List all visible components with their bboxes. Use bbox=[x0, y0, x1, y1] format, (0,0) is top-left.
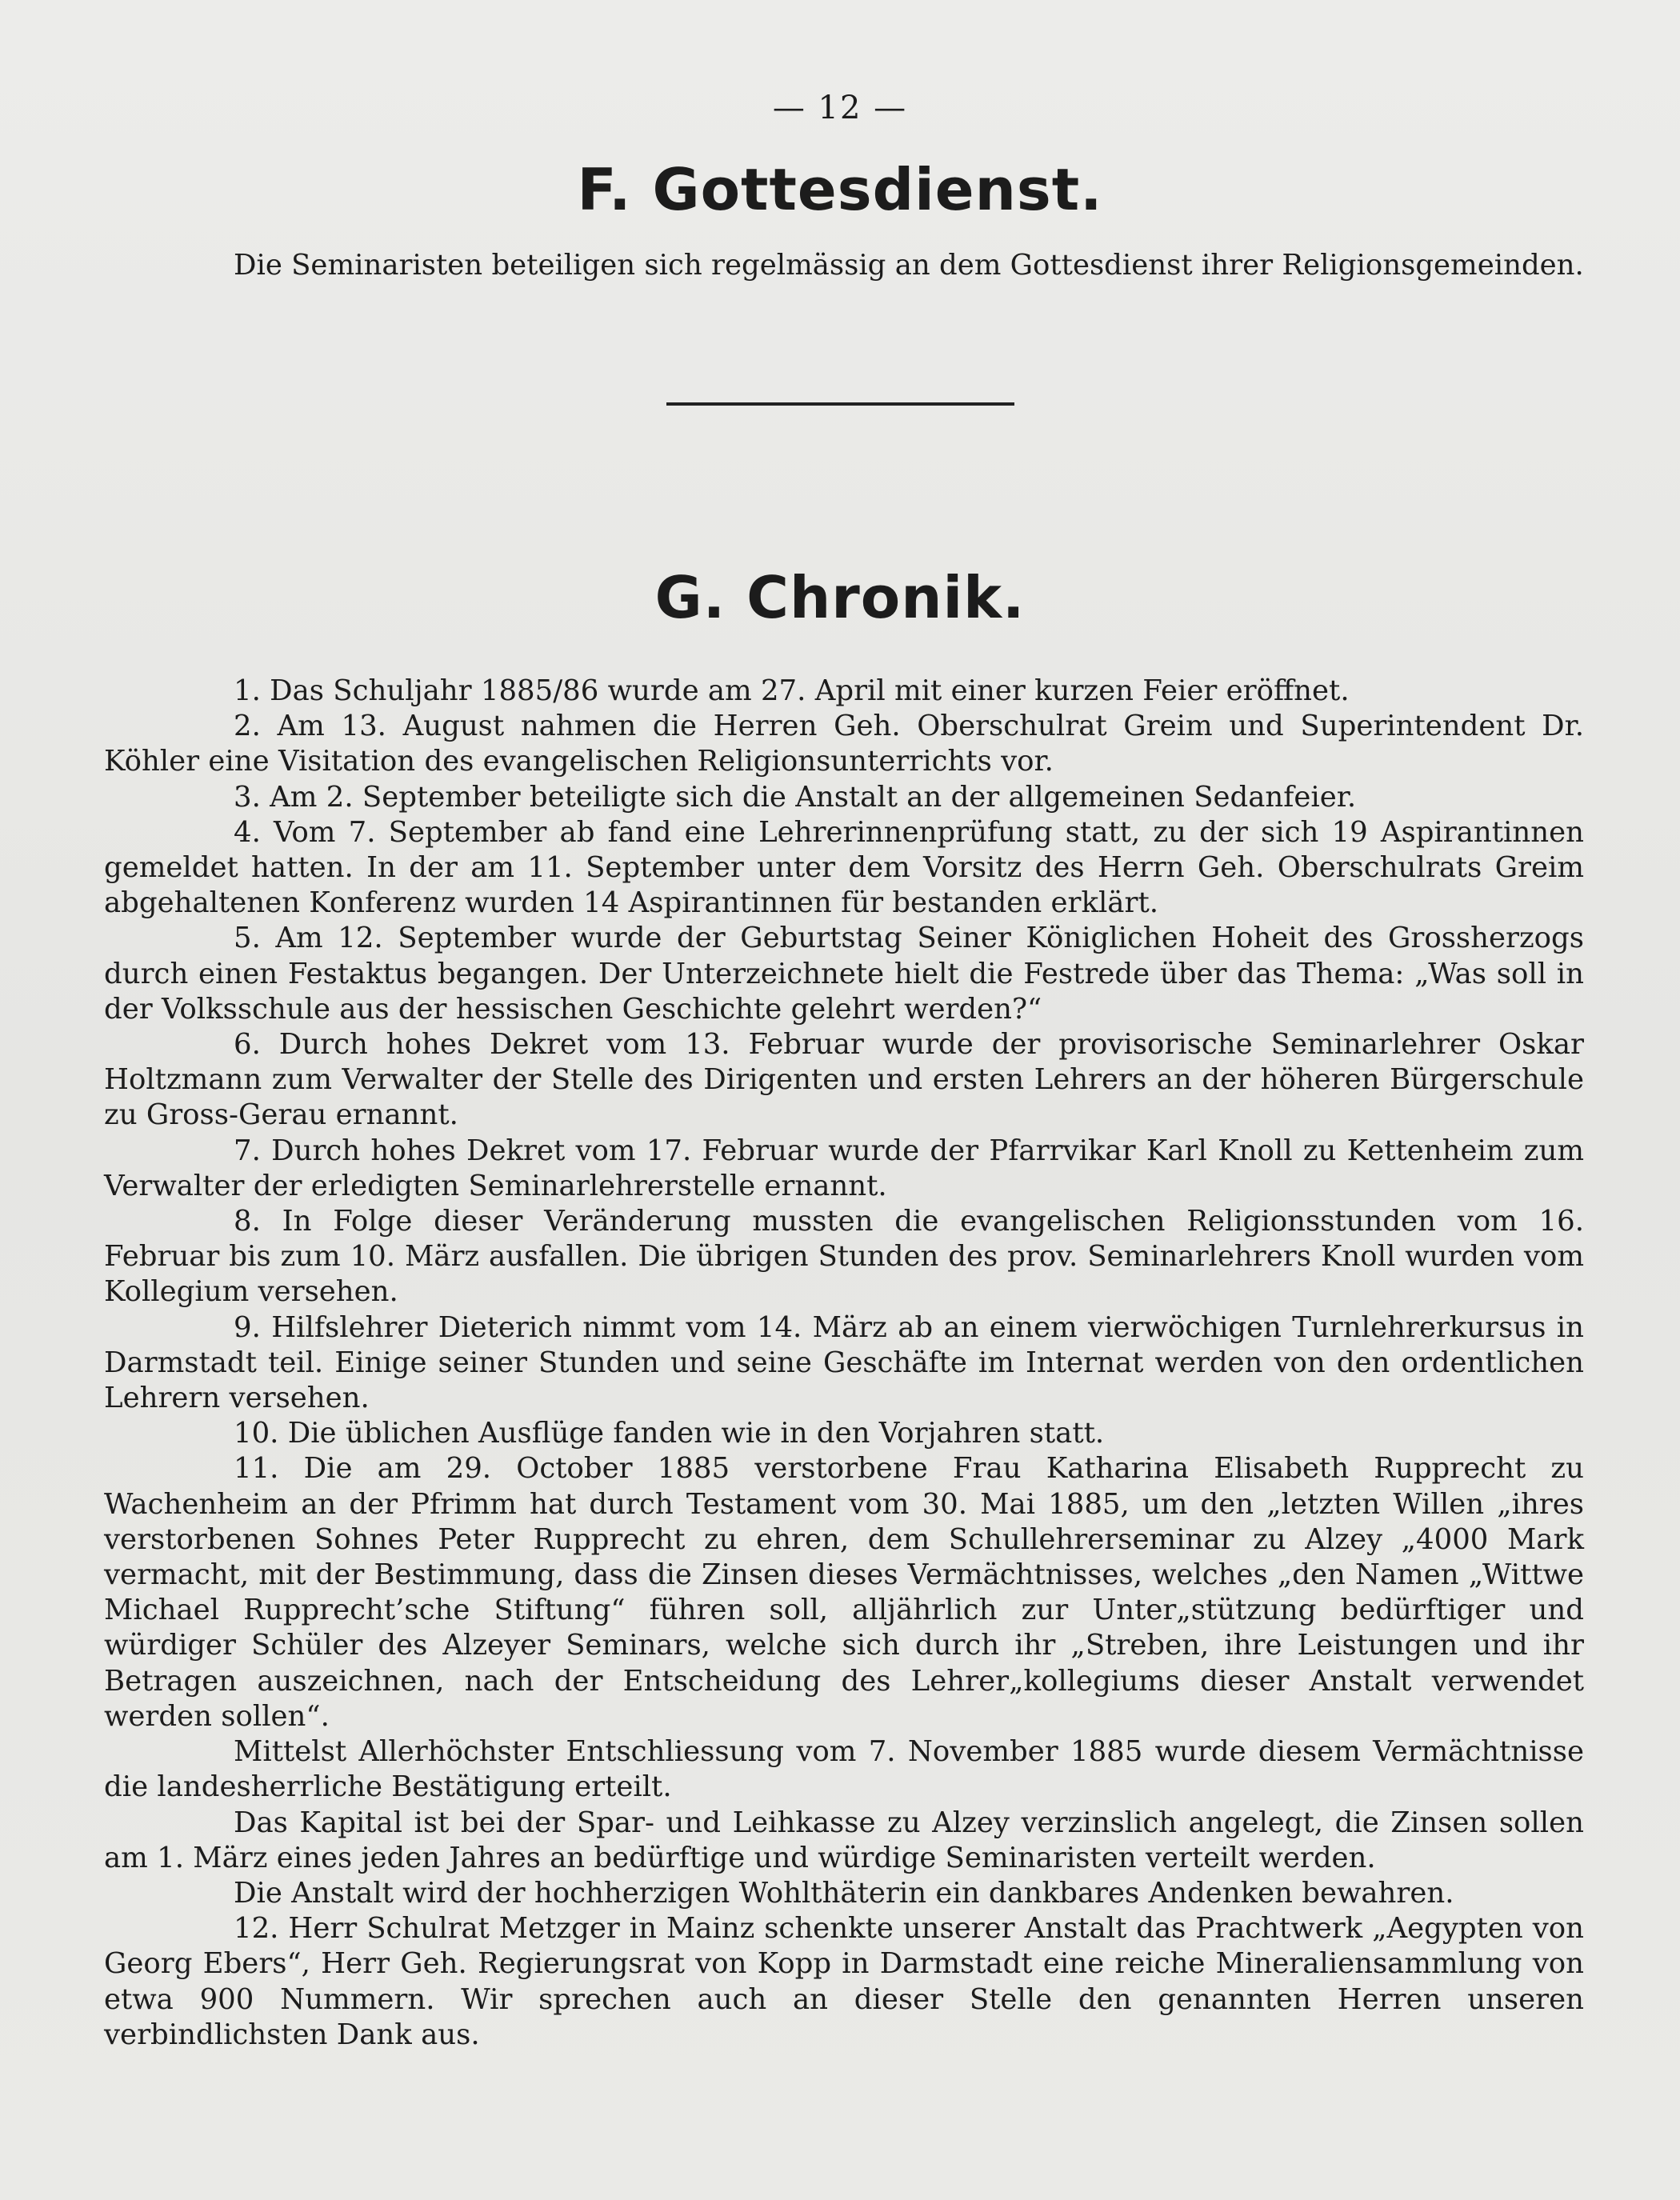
chronicle-item-12: 12. Herr Schulrat Metzger in Mainz schenkte unserer Anstalt das Prachtwerk „Aegypten von Georg Ebers“, Herr Geh. Regierungsrat von Kopp in Darmstadt eine reiche Mineraliensammlung von etwa 900 Nummern. Wir sprechen auch an dieser Stelle den genannten Herren unseren verbindlichsten Dank aus. bbox=[104, 1912, 1584, 2051]
section-body-gottesdienst bbox=[104, 248, 1584, 283]
section-divider bbox=[666, 402, 1014, 406]
chronicle-item-1: 1. Das Schuljahr 1885/86 wurde am 27. April mit einer kurzen Feier eröffnet. bbox=[234, 674, 1350, 707]
chronicle-item-7: 7. Durch hohes Dekret vom 17. Februar wurde der Pfarrvikar Karl Knoll zu Kettenheim zum Verwalter der erledigten Seminarlehrerstelle ernannt. bbox=[104, 1134, 1584, 1202]
chronicle-item-2: 2. Am 13. August nahmen die Herren Geh. Oberschulrat Greim und Superintendent Dr. Köhler eine Visitation des evangelischen Religionsunterrichts vor. bbox=[104, 710, 1584, 778]
page-number: — 12 — bbox=[772, 90, 908, 126]
chronicle-item-11: 11. Die am 29. October 1885 verstorbene Frau Katharina Elisabeth Rupprecht zu Wachenheim an der Pfrimm hat durch Testament vom 30. Mai 1885, um den „letzten Willen „ihres verstorbenen Sohnes Peter Rupprecht zu ehren, dem Schullehrerseminar zu Alzey „4000 Mark vermacht, mit der Bestimmung, dass die Zinsen dieses Vermächtnisses, welches „den Namen „Wittwe Michael Rupprecht’sche Stiftung“ führen soll, alljährlich zur Unter„stützung bedürftiger und würdiger Schüler des Alzeyer Seminars, welche sich durch ihr „Streben, ihre Leistungen und ihr Betragen auszeichnen, nach der Entscheidung des Lehrer„kollegiums dieser Anstalt verwendet werden sollen“. bbox=[104, 1452, 1584, 1733]
section-heading-chronik: G. Chronik. bbox=[654, 564, 1026, 631]
chronicle-item-6: 6. Durch hohes Dekret vom 13. Februar wurde der provisorische Seminarlehrer Oskar Holtzmann zum Verwalter der Stelle des Dirigenten und ersten Lehrers an der höheren Bürgerschule zu Gross-Gerau ernannt. bbox=[104, 1028, 1584, 1132]
section-body-chronik bbox=[104, 674, 1584, 2053]
chronicle-item-11-confirmation: Mittelst Allerhöchster Entschliessung vom 7. November 1885 wurde diesem Vermächtnisse die landesherrliche Bestätigung erteilt. bbox=[104, 1735, 1584, 1804]
chronicle-item-10: 10. Die üblichen Ausflüge fanden wie in den Vorjahren statt. bbox=[234, 1417, 1105, 1450]
chronicle-item-11-capital: Das Kapital ist bei der Spar- und Leihkasse zu Alzey verzinslich angelegt, die Zinsen sollen am 1. März eines jeden Jahres an bedürftige und würdige Seminaristen verteilt werden. bbox=[104, 1806, 1584, 1874]
chronicle-item-11-thanks: Die Anstalt wird der hochherzigen Wohlthäterin ein dankbares Andenken bewahren. bbox=[234, 1876, 1454, 1910]
chronicle-item-3: 3. Am 2. September beteiligte sich die Anstalt an der allgemeinen Sedanfeier. bbox=[234, 780, 1357, 814]
chronicle-item-5: 5. Am 12. September wurde der Geburtstag Seiner Königlichen Hoheit des Grossherzogs durch einen Festaktus begangen. Der Unterzeichnete hielt die Festrede über das Thema: „Was soll in der Volksschule aus der hessischen Geschichte gelehrt werden?“ bbox=[104, 922, 1584, 1026]
paragraph: Die Seminaristen beteiligen sich regelmässig an dem Gottesdienst ihrer Religionsgemeinden. bbox=[234, 249, 1584, 282]
section-heading-gottesdienst: F. Gottesdienst. bbox=[577, 156, 1103, 223]
chronicle-item-8: 8. In Folge dieser Veränderung mussten die evangelischen Religionsstunden vom 16. Februar bis zum 10. März ausfallen. Die übrigen Stunden des prov. Seminarlehrers Knoll wurden vom Kollegium versehen. bbox=[104, 1205, 1584, 1309]
chronicle-item-9: 9. Hilfslehrer Dieterich nimmt vom 14. März ab an einem vierwöchigen Turnlehrerkursus in Darmstadt teil. Einige seiner Stunden und seine Geschäfte im Internat werden von den ordentlichen Lehrern versehen. bbox=[104, 1310, 1584, 1415]
chronicle-item-4: 4. Vom 7. September ab fand eine Lehrerinnenprüfung statt, zu der sich 19 Aspirantinnen gemeldet hatten. In der am 11. September unter dem Vorsitz des Herrn Geh. Oberschulrats Greim abgehaltenen Konferenz wurden 14 Aspirantinnen für bestanden erklärt. bbox=[104, 815, 1584, 920]
